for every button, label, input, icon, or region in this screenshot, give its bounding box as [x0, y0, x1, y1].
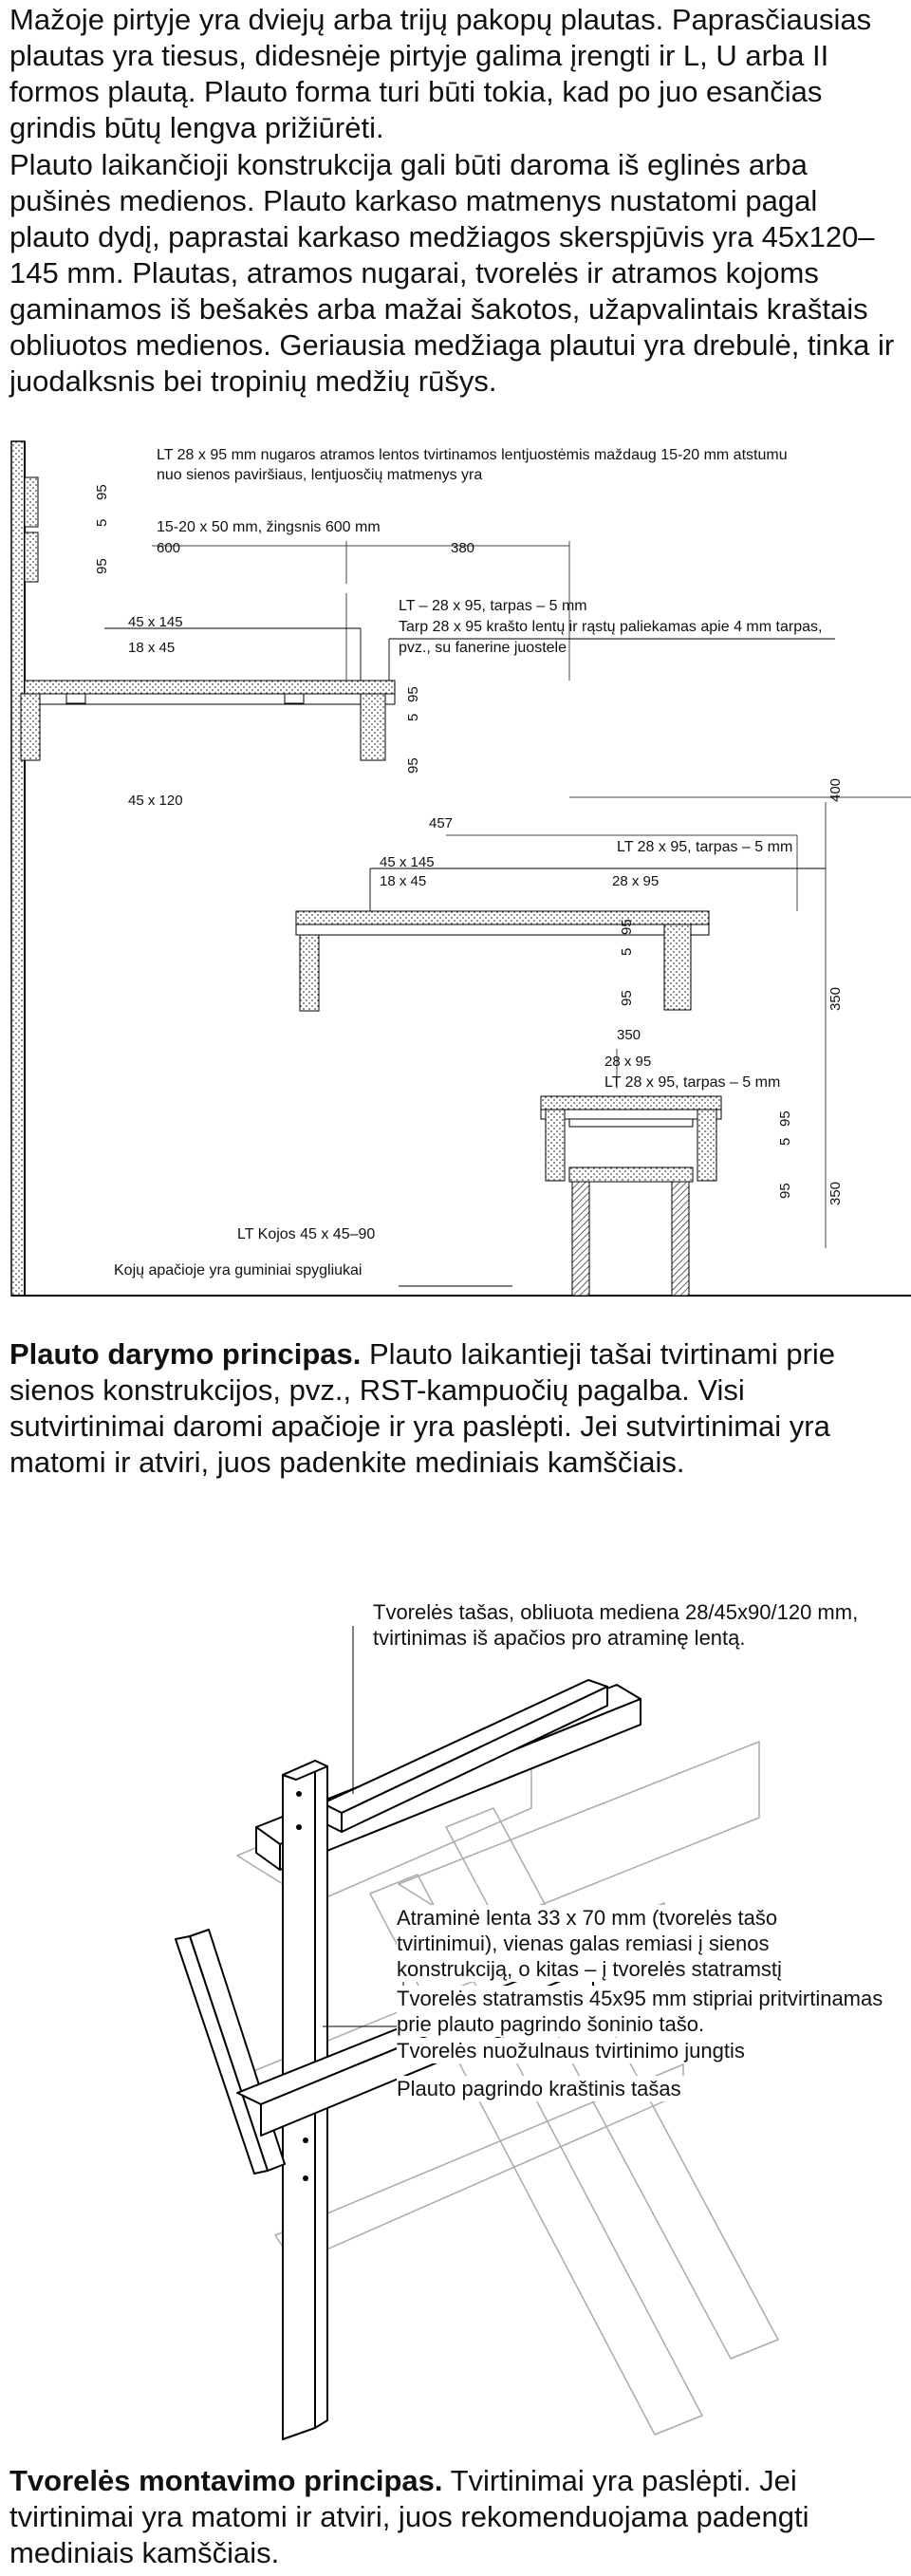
label-gap-note-2: pvz., su fanerine juostele: [399, 640, 567, 656]
intro-paragraph-2: Plauto laikančioji konstrukcija gali būti daroma iš eglinės arba pušinės medienos. Plauto karkaso matmenys nustatomi pagal plauto dydį, paprastai karkaso medžiagos skerspjūvis yra 45x120–145 mm. Plautas, atramos nugarai, tvorelės ir atramos kojoms gaminamos iš bešakės arba mažai šakotos, užapvalintais kraštais obliuotos medienos. Geriausia medžiaga plautui yra drebulė, tinka ir juodalksnis bei tropinių medžių rūšys.: [9, 148, 895, 398]
label-dim-5-a: 5: [94, 518, 110, 527]
label-dim-350-c: 350: [827, 1181, 844, 1205]
caption-railing-post: Tvorelės statramstis 45x95 mm stipriai pritvirtinamas prie plauto pagrindo šoninio tašo.: [397, 1986, 890, 2037]
diagonal-brace: [176, 1930, 285, 2174]
label-dim-95-d: 95: [405, 757, 421, 774]
label-board-low: 28 x 95: [604, 1054, 652, 1070]
principle-2-title: Tvorelės montavimo principas.: [9, 2464, 443, 2497]
label-dim-95-c: 95: [405, 686, 421, 702]
caption-railing-rail: Tvorelės tašas, obliuota mediena 28/45x90/120 mm, tvirtinimas iš apačios pro atraminę lentą.: [373, 1599, 890, 1651]
wall-section: [11, 441, 38, 1296]
principle-1-text: Plauto laikantieji tašai tvirtinami prie sienos konstrukcijos, pvz., RST-kampuočių pagalba. Visi sutvirtinimai daromi apačioje ir yra paslėpti. Jei sutvirtinimai yra matomi ir atviri, juos padenkite mediniais kamščiais.: [9, 1337, 836, 1479]
caption-support-board: Atraminė lenta 33 x 70 mm (tvorelės tašo tvirtinimui), vienas galas remiasi į sienos konstrukciją, o kitas – į tvorelės statramstį: [397, 1905, 871, 1982]
top-bench: [21, 681, 395, 760]
label-dim-95-b: 95: [94, 558, 110, 574]
label-dim-5-e: 5: [619, 947, 635, 956]
label-note-top-2: nuo sienos paviršiaus, lentjuosčių matmenys yra: [157, 467, 483, 483]
label-dim-5-g: 5: [777, 1137, 793, 1146]
leader-lines: [104, 628, 835, 1286]
middle-bench: [296, 911, 709, 1011]
label-dim-5-c: 5: [405, 713, 421, 721]
principle-1-paragraph: [9, 1336, 897, 1481]
sauna-bench-section-drawing: [0, 432, 911, 1310]
label-dim-95-g: 95: [777, 1111, 793, 1127]
low-stool: [541, 1096, 721, 1296]
label-note-top: LT 28 x 95 mm nugaros atramos lentos tvirtinamos lentjuostėmis maždaug 15-20 mm atstumu: [157, 447, 788, 463]
label-lt-gap: LT – 28 x 95, tarpas – 5 mm: [399, 598, 587, 614]
label-frame-18x45-top: 18 x 45: [128, 640, 176, 656]
label-board-mid: 28 x 95: [612, 873, 660, 889]
label-legs: LT Kojos 45 x 45–90: [237, 1226, 376, 1242]
label-dim-380: 380: [451, 540, 475, 556]
label-dim-457: 457: [429, 815, 454, 831]
label-dim-350-a: 350: [827, 986, 844, 1011]
label-frame-18x45-mid: 18 x 45: [380, 873, 427, 889]
caption-brace-joint: Tvorelės nuožulnaus tvirtinimo jungtis: [397, 2038, 871, 2063]
label-dim-95-e: 95: [619, 919, 635, 935]
label-lt-mid: LT 28 x 95, tarpas – 5 mm: [617, 839, 793, 855]
label-frame-45x120: 45 x 120: [128, 793, 183, 809]
principle-2-paragraph: [9, 2463, 897, 2571]
intro-paragraph-1: Mažoje pirtyje yra dviejų arba trijų pakopų plautas. Paprasčiausias plautas yra tiesus, didesnėje pirtyje galima įrengti ir L, U arba II formos plautą. Plauto forma turi būti tokia, kad po juo esančias grindis būtų lengva prižiūrėti.: [9, 3, 872, 144]
label-dim-400: 400: [827, 777, 844, 802]
label-gap-note: Tarp 28 x 95 krašto lentų ir rąstų paliekamas apie 4 mm tarpas,: [399, 619, 823, 635]
label-dim-95-a: 95: [94, 484, 110, 500]
label-legs-note: Kojų apačioje yra guminiai spygliukai: [114, 1262, 363, 1279]
label-dim-350-b: 350: [617, 1027, 641, 1043]
principle-1-title: Plauto darymo principas.: [9, 1337, 362, 1371]
label-dim-95-h: 95: [777, 1183, 793, 1199]
label-dim-600: 600: [157, 540, 181, 556]
label-lt-low: LT 28 x 95, tarpas – 5 mm: [604, 1074, 781, 1091]
principle-2-text: Tvirtinimai yra paslėpti. Jei tvirtinimai yra matomi ir atviri, juos rekomenduojama padengti mediniais kamščiais.: [9, 2464, 809, 2569]
caption-base-beam: Plauto pagrindo kraštinis tašas: [397, 2076, 871, 2101]
label-dim-95-f: 95: [619, 990, 635, 1006]
label-battens: 15-20 x 50 mm, žingsnis 600 mm: [157, 519, 381, 535]
label-frame-45x145-top: 45 x 145: [128, 614, 183, 630]
label-frame-45x145-mid: 45 x 145: [380, 854, 435, 870]
